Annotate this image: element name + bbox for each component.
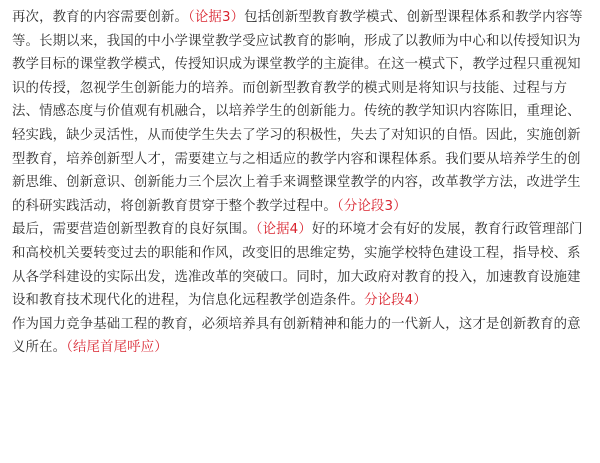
body-text: 从各学科建设的实际出发，选准改革的突破口。同时，加大政府对教育的投入，加速教育设施建 <box>12 269 581 285</box>
body-text: 和高校机关要转变过去的职能和作风，改变旧的思维定势，实施学校特色建设工程，指导校、系 <box>12 245 581 261</box>
body-text: 法、情感态度与价值观有机融合，以培养学生的创新能力。传统的教学知识内容陈旧，重理论、 <box>12 104 581 120</box>
text-line <box>12 289 590 313</box>
body-text: 轻实践，缺少灵活性，从而使学生失去了学习的积极性，失去了对知识的自悟。因此，实施创新 <box>12 127 581 143</box>
body-text: 教学目标的课堂教学模式，传授知识成为课堂教学的主旋律。在这一模式下，教学过程只重视知 <box>12 57 581 73</box>
annotation-label: （论据3） <box>188 10 245 25</box>
body-text: 好的环境才会有好的发展，教育行政管理部门 <box>311 222 583 238</box>
text-line <box>12 77 590 101</box>
text-line <box>12 53 590 77</box>
body-text: 设和教育技术现代化的进程，为信息化远程教学创造条件。 <box>12 293 365 309</box>
body-text: 最后，需要营造创新型教育的良好氛围。 <box>12 222 256 238</box>
annotation-label: （论据4） <box>255 222 312 238</box>
body-text: 等。长期以来，我国的中小学课堂教学受应试教育的影响，形成了以教师为中心和以传授知识为 <box>12 33 581 49</box>
text-line <box>12 148 590 172</box>
body-text: 的科研实践活动，将创新教育贯穿于整个教学过程中。 <box>12 198 337 214</box>
text-line <box>12 336 590 360</box>
text-line <box>12 6 590 30</box>
text-line <box>12 242 590 266</box>
body-text: 新思维、创新意识、创新能力三个层次上着手来调整课堂教学的内容，改革教学方法，改进学生 <box>12 175 581 191</box>
text-line <box>12 30 590 54</box>
text-line <box>12 313 590 337</box>
text-line <box>12 195 590 219</box>
text-line <box>12 124 590 148</box>
body-text: 识的传授，忽视学生创新能力的培养。而创新型教育教学的模式则是将知识与技能、过程与方 <box>12 80 568 96</box>
body-text: 包括创新型教育教学模式、创新型课程体系和教学内容等 <box>244 10 583 25</box>
annotation-label: 分论段4） <box>364 293 427 309</box>
text-line <box>12 171 590 195</box>
text-line <box>12 100 590 124</box>
text-line <box>12 218 590 242</box>
text-line <box>12 266 590 290</box>
body-text: 作为国力竞争基础工程的教育，必须培养具有创新精神和能力的一代新人，这才是创新教育的意 <box>12 316 581 332</box>
body-text: 义所在。 <box>12 340 67 356</box>
annotation-label: （结尾首尾呼应） <box>66 340 168 356</box>
annotation-label: （分论段3） <box>336 198 407 214</box>
body-text: 型教育，培养创新型人才，需要建立与之相适应的教学内容和课程体系。我们要从培养学生的创 <box>12 151 581 167</box>
body-text: 再次，教育的内容需要创新。 <box>12 10 189 25</box>
